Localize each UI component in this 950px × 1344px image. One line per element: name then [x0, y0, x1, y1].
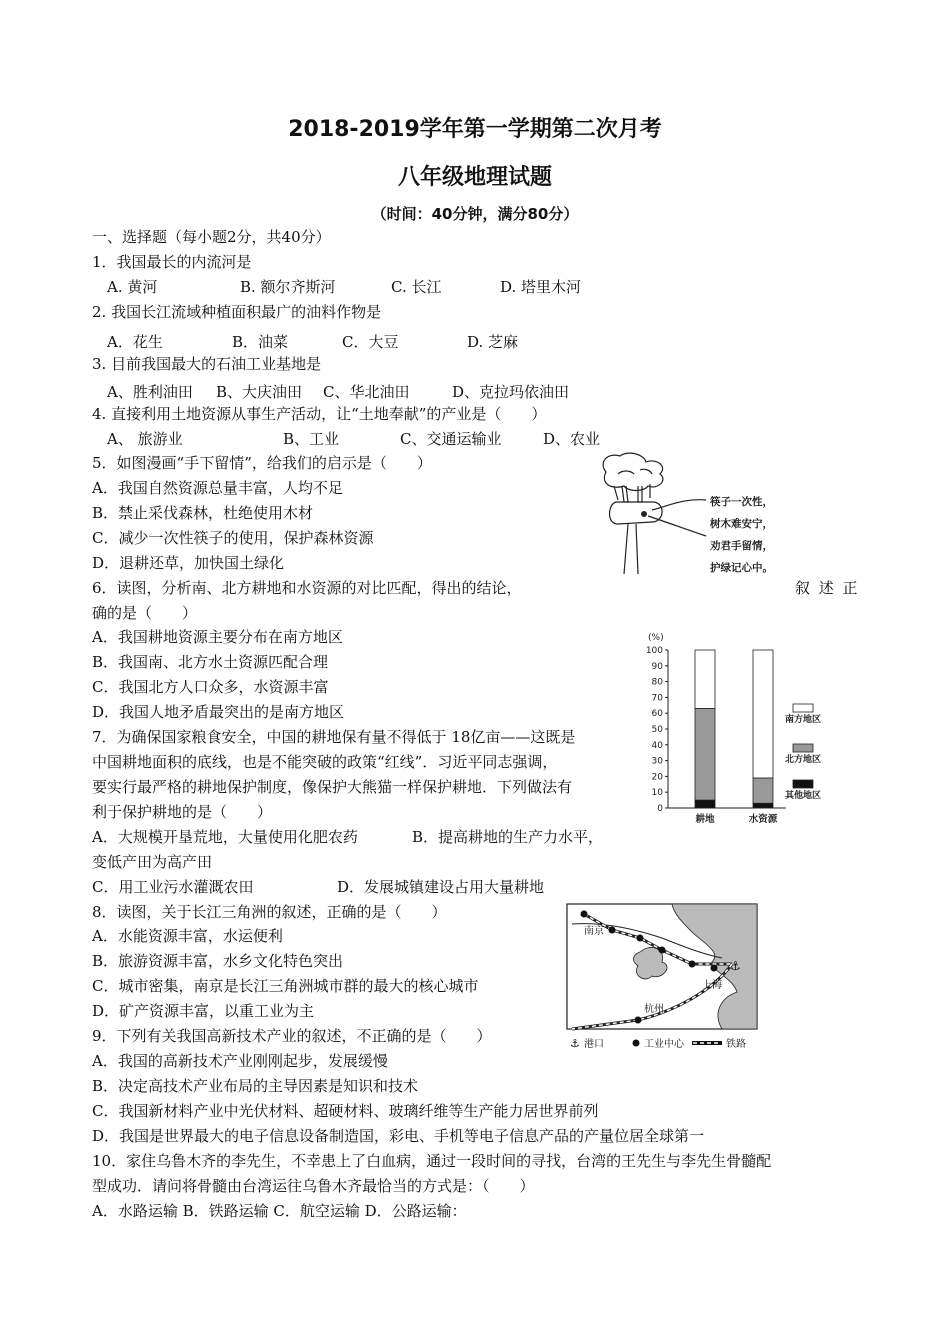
q7-option-a: A．大规模开垦荒地，大量使用化肥农药	[92, 828, 358, 846]
yangtze-delta-map	[562, 902, 762, 1054]
chart-y-tick-label: 50	[651, 725, 663, 735]
legend-industrial: 工业中心	[644, 1039, 684, 1050]
q6-option-c: C．我国北方人口众多，水资源丰富	[92, 678, 329, 696]
chart-y-tick-label: 0	[657, 804, 663, 814]
q7-option-b-cont: 变低产田为高产田	[92, 853, 213, 871]
q6-option-d: D．我国人地矛盾最突出的是南方地区	[92, 703, 345, 721]
q8-option-b: B．旅游资源丰富，水乡文化特色突出	[92, 952, 344, 970]
q9-option-c: C．我国新材料产业中光伏材料、超硬材料、玻璃纤维等生产能力居世界前列	[92, 1102, 599, 1120]
q1-option-c: C. 长江	[391, 278, 442, 296]
q10-stem-line1: 10．家住乌鲁木齐的李先生，不幸患上了白血病，通过一段时间的寻找，台湾的王先生与李先生骨髓配	[92, 1152, 772, 1170]
cartoon-caption-line: 树木难安宁，	[710, 518, 773, 530]
chopsticks-cartoon	[588, 452, 788, 582]
q3-option-d: D、克拉玛依油田	[452, 383, 570, 401]
q2-option-a: A．花生	[107, 333, 163, 351]
chart-bar-segment	[753, 803, 773, 808]
chart-bar-segment	[695, 650, 715, 708]
q9-option-a: A．我国的高新技术产业刚刚起步，发展缓慢	[92, 1052, 388, 1070]
q3-option-b: B、大庆油田	[216, 383, 303, 401]
q6-stem-line2: 确的是（ ）	[92, 604, 198, 622]
chart-legend-label: 南方地区	[785, 715, 822, 725]
industrial-center-dot	[637, 935, 644, 942]
q9-stem: 9．下列有关我国高新技术产业的叙述，不正确的是（ ）	[92, 1027, 492, 1045]
q2-option-d: D. 芝麻	[467, 333, 519, 351]
chart-y-tick-label: 80	[651, 677, 663, 688]
chart-legend-swatch	[793, 744, 813, 752]
q6-stem-line1: 6．读图，分析南、北方耕地和水资源的对比匹配，得出的结论，	[92, 579, 522, 597]
q9-option-b: B．决定高技术产业布局的主导因素是知识和技术	[92, 1077, 419, 1095]
q8-option-d: D．矿产资源丰富，以重工业为主	[92, 1002, 315, 1020]
farmland-water-chart	[640, 628, 870, 828]
chart-category-label: 水资源	[748, 814, 778, 825]
q10-stem-line2: 型成功．请问将骨髓由台湾运往乌鲁木齐最恰当的方式是：（ ）	[92, 1177, 535, 1195]
chart-bar-segment	[753, 778, 773, 803]
port-anchor-icon: ⚓	[570, 1037, 580, 1050]
q8-option-c: C．城市密集，南京是长江三角洲城市群的最大的核心城市	[92, 977, 479, 995]
q5-option-c: C．减少一次性筷子的使用，保护森林资源	[92, 529, 374, 547]
chart-y-tick-label: 90	[651, 661, 663, 672]
q4-option-c: C、交通运输业	[400, 430, 502, 448]
port-anchor-icon: ⚓	[730, 959, 741, 973]
q4-option-a: A、 旅游业	[107, 430, 183, 448]
chart-y-unit: (%)	[648, 633, 664, 643]
q5-option-b: B．禁止采伐森林，杜绝使用木材	[92, 504, 314, 522]
city-label-nanjing: 南京	[584, 926, 604, 937]
chart-y-tick-label: 40	[651, 740, 663, 751]
q8-option-a: A．水能资源丰富，水运便利	[92, 927, 283, 945]
industrial-center-dot	[711, 965, 718, 972]
chart-bar-segment	[753, 650, 773, 778]
q1-option-b: B. 额尔齐斯河	[240, 278, 336, 296]
q7-option-c: C．用工业污水灌溉农田	[92, 878, 254, 896]
q4-stem: 4. 直接利用土地资源从事生产活动，让“土地奉献”的产业是（ ）	[92, 405, 547, 423]
q2-option-c: C．大豆	[342, 333, 399, 351]
city-label-hangzhou: 杭州	[644, 1004, 664, 1015]
q1-stem: 1．我国最长的内流河是	[92, 253, 252, 271]
chart-y-tick-label: 20	[651, 772, 663, 783]
q5-option-d: D．退耕还草，加快国土绿化	[92, 554, 285, 572]
hand-mark	[641, 511, 647, 517]
cartoon-caption-line: 筷子一次性，	[710, 496, 773, 508]
q6-stem-line1-end: 叙 述 正	[795, 579, 858, 597]
time-info: （时间：40分钟，满分80分）	[371, 205, 579, 223]
q7-option-b: B．提高耕地的生产力水平，	[412, 828, 604, 846]
chart-legend-swatch	[793, 704, 813, 712]
chart-y-tick-label: 60	[651, 709, 663, 720]
q4-option-b: B、工业	[283, 430, 340, 448]
section-heading: 一、选择题（每小题2分，共40分）	[92, 228, 331, 246]
chart-legend-swatch	[793, 780, 813, 788]
exam-title: 2018-2019学年第一学期第二次月考	[288, 117, 662, 142]
industrial-center-dot	[609, 927, 616, 934]
q6-option-b: B．我国南、北方水土资源匹配合理	[92, 653, 329, 671]
chart-legend-label: 北方地区	[785, 755, 822, 765]
chart-y-tick-label: 30	[651, 756, 663, 767]
q3-option-c: C、华北油田	[323, 383, 410, 401]
q2-option-b: B．油菜	[232, 333, 289, 351]
q9-option-d: D．我国是世界最大的电子信息设备制造国，彩电、手机等电子信息产品的产量位居全球第一	[92, 1127, 705, 1145]
q7-stem-line2: 中国耕地面积的底线，也是不能突破的政策“红线”．习近平同志强调，	[92, 753, 558, 771]
legend-industrial-dot	[633, 1040, 640, 1047]
industrial-center-dot	[689, 961, 696, 968]
industrial-center-dot	[581, 911, 588, 918]
q5-stem: 5．如图漫画“手下留情”，给我们的启示是（ ）	[92, 454, 432, 472]
industrial-center-dot	[635, 1017, 642, 1024]
city-label-shanghai: 上海	[702, 980, 722, 991]
q7-stem-line4: 利于保护耕地的是（ ）	[92, 803, 273, 821]
cartoon-caption-line: 劝君手留情，	[710, 540, 773, 552]
q1-option-a: A. 黄河	[107, 278, 158, 296]
chart-legend-label: 其他地区	[785, 791, 822, 801]
q8-stem: 8．读图，关于长江三角洲的叙述，正确的是（ ）	[92, 903, 447, 921]
q5-option-a: A．我国自然资源总量丰富，人均不足	[92, 479, 343, 497]
q4-option-d: D、农业	[543, 430, 601, 448]
q7-stem-line3: 要实行最严格的耕地保护制度，像保护大熊猫一样保护耕地．下列做法有	[92, 778, 573, 796]
q7-stem-line1: 7．为确保国家粮食安全，中国的耕地保有量不得低于 18亿亩——这既是	[92, 728, 576, 746]
q3-option-a: A、胜利油田	[107, 383, 193, 401]
q1-option-d: D. 塔里木河	[500, 278, 582, 296]
legend-port: 港口	[584, 1039, 604, 1050]
chart-y-tick-label: 10	[651, 788, 663, 799]
legend-railway: 铁路	[726, 1039, 746, 1050]
chart-bar-segment	[695, 708, 715, 800]
industrial-center-dot	[659, 947, 666, 954]
chart-y-tick-label: 100	[645, 646, 663, 656]
chart-category-label: 耕地	[695, 814, 715, 825]
exam-subtitle: 八年级地理试题	[397, 165, 552, 190]
cartoon-caption-line: 护绿记心中。	[710, 562, 773, 574]
chart-y-tick-label: 70	[651, 693, 663, 704]
q3-stem: 3. 目前我国最大的石油工业基地是	[92, 355, 322, 373]
q10-options: A．水路运输 B．铁路运输 C．航空运输 D．公路运输：	[92, 1202, 467, 1220]
q6-option-a: A．我国耕地资源主要分布在南方地区	[92, 628, 343, 646]
q7-option-d: D．发展城镇建设占用大量耕地	[337, 878, 545, 896]
q2-stem: 2. 我国长江流域种植面积最广的油料作物是	[92, 303, 382, 321]
chart-bar-segment	[695, 800, 715, 808]
